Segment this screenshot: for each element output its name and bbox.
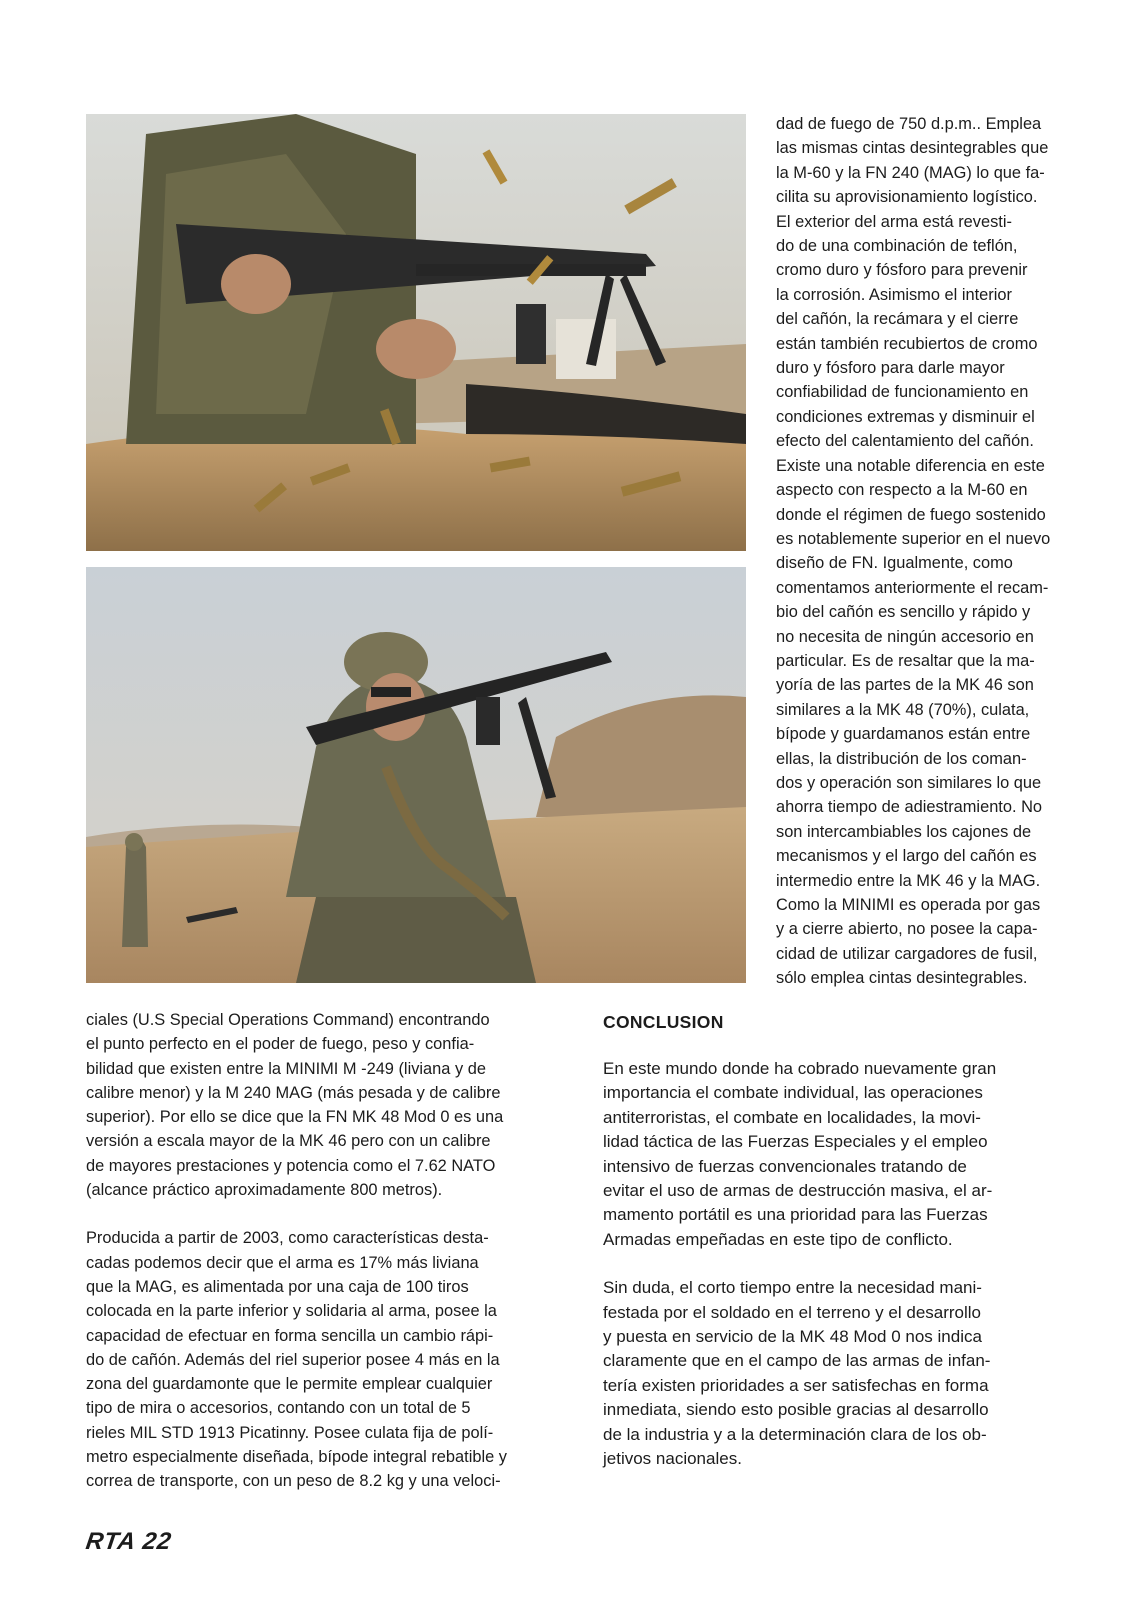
right-column-paragraph: dad de fuego de 750 d.p.m.. Emplea las mismas cintas desintegrables que la M-60 y la FN 240 (MAG) lo que fa- cilita su aprovisionamiento logístico. El exterior del arma está revesti- do de una combinación de teflón, cromo duro y fósforo para prevenir la corrosión. Asimismo el interior del cañón, la recámara y el cierre están también recubiertos de cromo duro y fósforo para darle mayor confiabilidad de funcionamiento en condiciones extremas y disminuir el efecto del calentamiento del cañón. Existe una notable diferencia en este aspecto con respecto a la M-60 en donde el régimen de fuego sostenido es notablemente superior en el nuevo diseño de FN. Igualmente, como comentamos anteriormente el recam- bio del cañón es sencillo y rápido y no necesita de ningún accesorio en particular. Es de resaltar que la ma- yoría de las partes de la MK 46 son similares a la MK 48 (70%), culata, bípode y guardamanos están entre ellas, la distribución de los coman- dos y operación son similares lo que ahorra tiempo de adiestramiento. No son intercambiables los cajones de mecanismos y el largo del cañón es intermedio entre la MK 46 y la MAG. Como la MINIMI es operada por gas y a cierre abierto, no posee la capa- cidad de utilizar cargadores de fusil, sólo emplea cintas desintegrables. [776,115,1051,988]
conclusion-heading: CONCLUSION [603,1012,724,1032]
photo-soldier-desert [86,567,746,983]
left-paragraph-2: Producida a partir de 2003, como características desta- cadas podemos decir que el arma es 17% más liviana que la MAG, es alimentada por una caja de 100 tiros colocada en la parte inferior y solidaria al arma, posee la capacidad de efectuar en forma sencilla un cambio rápi- do de cañón. Además del riel superior posee 4 más en la zona del guardamonte que le permite emplear cualquier tipo de mira o accesorios, contando con un total de 5 rieles MIL STD 1913 Picatinny. Posee culata fija de polí- metro especialmente diseñada, bípode integral rebatible y correa de transporte, con un peso de 8.2 kg y una veloci- [86,1229,507,1491]
left-paragraph-1: ciales (U.S Special Operations Command) encontrando el punto perfecto en el poder de fuego, peso y confia- bilidad que existen entre la MINIMI M -249 (liviana y de calibre menor) y la M 240 MAG (más pesada y de calibre superior). Por ello se dice que la FN MK 48 Mod 0 es una versión a escala mayor de la MK 46 pero con un calibre de mayores prestaciones y potencia como el 7.62 NATO (alcance práctico aproximadamente 800 metros). [86,1011,504,1200]
right-text-column [776,112,1116,991]
conclusion-section [603,1012,1103,1472]
page-folio: RTA 22 [84,1528,174,1555]
conclusion-paragraph-2: Sin duda, el corto tiempo entre la necesidad mani- festada por el soldado en el terreno y el desarrollo y puesta en servicio de la MK 48 Mod 0 nos indica claramente que en el campo de las armas de infan- tería existen prioridades a ser satisfechas en forma inmediata, siendo esto posible gracias al desarrollo de la industria y a la determinación clara de los ob- jetivos nacionales. [603,1278,991,1469]
photo-gunner-firing [86,114,746,551]
left-text-column [86,1008,588,1494]
conclusion-paragraph-1: En este mundo donde ha cobrado nuevamente gran importancia el combate individual, las operaciones antiterroristas, el combate en localidades, la movi- lidad táctica de las Fuerzas Especiales y el empleo intensivo de fuerzas convencionales tratando de evitar el uso de armas de destrucción masiva, el ar- mamento portátil es una prioridad para las Fuerzas Armadas empeñadas en este tipo de conflicto. [603,1059,997,1249]
